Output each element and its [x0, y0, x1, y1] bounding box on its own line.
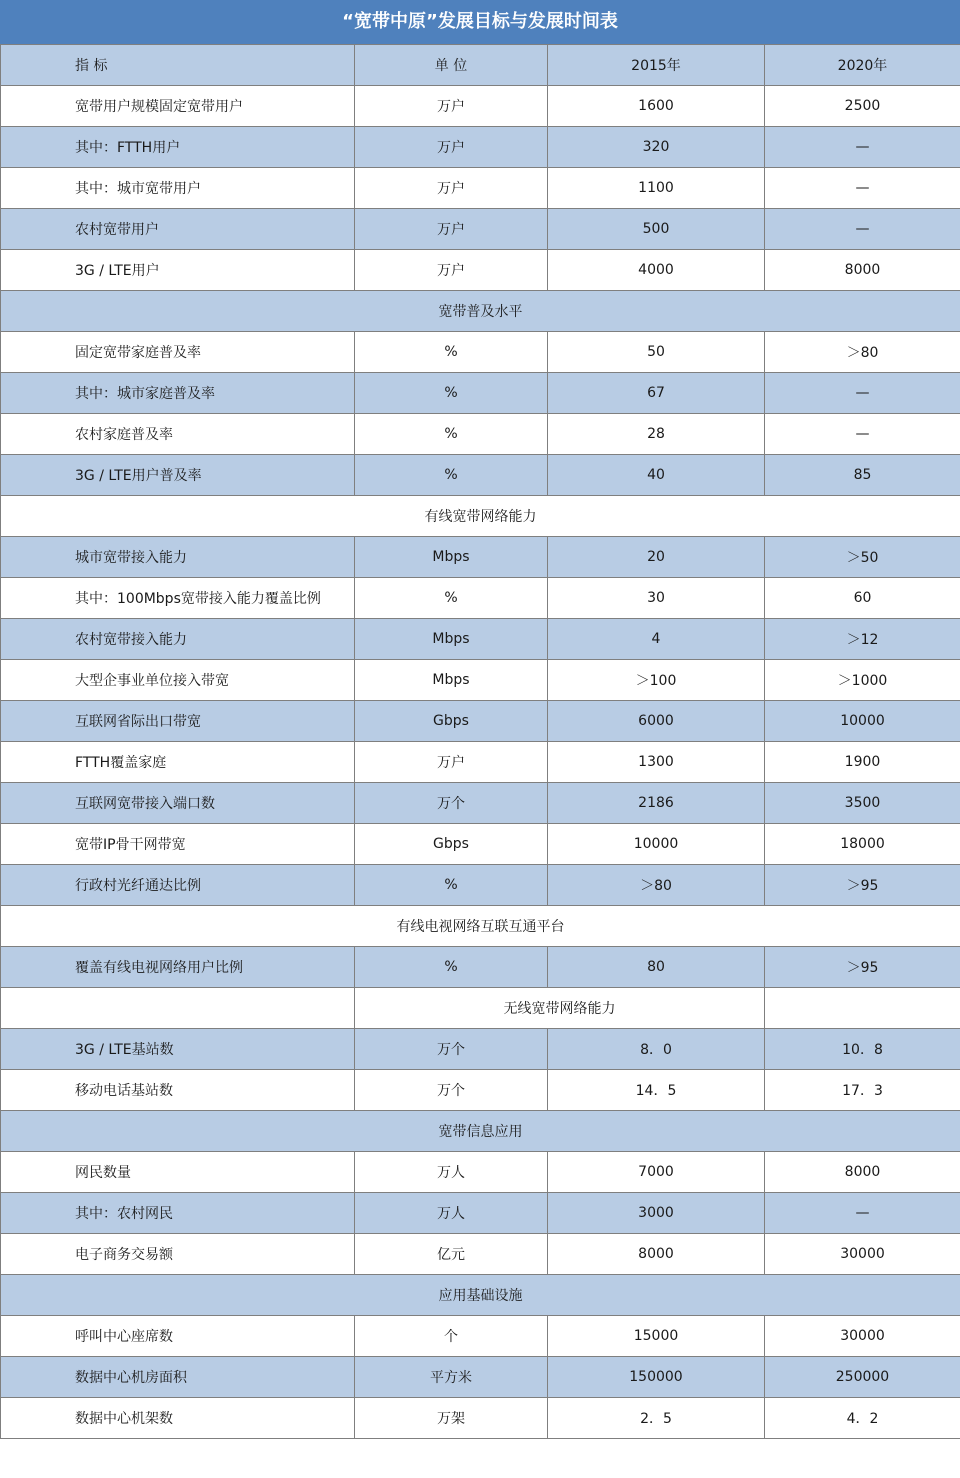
value-2015-cell: 6000	[548, 701, 765, 742]
section-heading: 有线宽带网络能力	[1, 496, 960, 537]
indicator-cell: 电子商务交易额	[1, 1234, 355, 1275]
unit-cell: 万个	[355, 783, 548, 824]
header-2015: 2015年	[548, 45, 765, 86]
value-2015-cell: 7000	[548, 1152, 765, 1193]
unit-cell: 万户	[355, 127, 548, 168]
header-2020: 2020年	[765, 45, 960, 86]
value-2015-cell: 28	[548, 414, 765, 455]
value-2015-cell: 1100	[548, 168, 765, 209]
unit-cell: Mbps	[355, 619, 548, 660]
value-2020-cell: 17．3	[765, 1070, 960, 1111]
unit-cell: 万个	[355, 1070, 548, 1111]
indicator-cell: 大型企事业单位接入带宽	[1, 660, 355, 701]
value-2015-cell: 500	[548, 209, 765, 250]
unit-cell: %	[355, 578, 548, 619]
value-2015-cell: 150000	[548, 1357, 765, 1398]
unit-cell: %	[355, 332, 548, 373]
indicator-cell: 行政村光纤通达比例	[1, 865, 355, 906]
table-row	[1, 455, 960, 496]
value-2015-cell: 8．0	[548, 1029, 765, 1070]
value-2020-cell: ＞12	[765, 619, 960, 660]
unit-cell: 万人	[355, 1152, 548, 1193]
unit-cell: 万个	[355, 1029, 548, 1070]
value-2015-cell: 20	[548, 537, 765, 578]
section-heading: 应用基础设施	[1, 1275, 960, 1316]
table-row	[1, 824, 960, 865]
unit-cell: %	[355, 373, 548, 414]
indicator-cell: 数据中心机架数	[1, 1398, 355, 1439]
value-2020-cell: 2500	[765, 86, 960, 127]
indicator-cell: 互联网省际出口带宽	[1, 701, 355, 742]
value-2020-cell: —	[765, 414, 960, 455]
targets-table	[0, 44, 960, 1439]
table-row	[1, 537, 960, 578]
unit-cell: Gbps	[355, 824, 548, 865]
value-2015-cell: ＞100	[548, 660, 765, 701]
unit-cell: 万人	[355, 1193, 548, 1234]
value-2020-cell: ＞95	[765, 947, 960, 988]
section-heading-row	[1, 1275, 960, 1316]
indicator-cell: 移动电话基站数	[1, 1070, 355, 1111]
unit-cell: %	[355, 947, 548, 988]
indicator-cell: 其中：城市宽带用户	[1, 168, 355, 209]
table-row	[1, 619, 960, 660]
header-unit: 单 位	[355, 45, 548, 86]
value-2020-cell: —	[765, 168, 960, 209]
value-2020-cell: 10．8	[765, 1029, 960, 1070]
section-heading-row	[1, 1111, 960, 1152]
section-heading: 宽带信息应用	[1, 1111, 960, 1152]
unit-cell: %	[355, 455, 548, 496]
unit-cell: Mbps	[355, 537, 548, 578]
indicator-cell: 3G / LTE用户	[1, 250, 355, 291]
table-row	[1, 701, 960, 742]
table-row	[1, 1234, 960, 1275]
value-2020-cell: 8000	[765, 250, 960, 291]
value-2020-cell: —	[765, 127, 960, 168]
table-row	[1, 1398, 960, 1439]
table-row	[1, 1193, 960, 1234]
indicator-cell: 3G / LTE基站数	[1, 1029, 355, 1070]
table-row	[1, 332, 960, 373]
indicator-cell: 其中：100Mbps宽带接入能力覆盖比例	[1, 578, 355, 619]
table-row	[1, 1029, 960, 1070]
table-row	[1, 1316, 960, 1357]
indicator-cell: 互联网宽带接入端口数	[1, 783, 355, 824]
table-row	[1, 373, 960, 414]
table-row	[1, 578, 960, 619]
value-2015-cell: 10000	[548, 824, 765, 865]
section-heading-row	[1, 988, 960, 1029]
table-row	[1, 250, 960, 291]
unit-cell: Mbps	[355, 660, 548, 701]
unit-cell: 平方米	[355, 1357, 548, 1398]
value-2015-cell: 15000	[548, 1316, 765, 1357]
value-2020-cell: ＞50	[765, 537, 960, 578]
value-2020-cell: 30000	[765, 1234, 960, 1275]
value-2020-cell: ＞1000	[765, 660, 960, 701]
indicator-cell: 数据中心机房面积	[1, 1357, 355, 1398]
table-row	[1, 947, 960, 988]
value-2020-cell: 3500	[765, 783, 960, 824]
unit-cell: %	[355, 865, 548, 906]
table-row	[1, 86, 960, 127]
value-2015-cell: 1300	[548, 742, 765, 783]
value-2015-cell: 14．5	[548, 1070, 765, 1111]
value-2015-cell: 3000	[548, 1193, 765, 1234]
value-2020-cell: 10000	[765, 701, 960, 742]
section-heading: 无线宽带网络能力	[355, 988, 765, 1029]
indicator-cell: 固定宽带家庭普及率	[1, 332, 355, 373]
table-row	[1, 865, 960, 906]
value-2015-cell: 4	[548, 619, 765, 660]
unit-cell: 万架	[355, 1398, 548, 1439]
value-2020-cell: —	[765, 373, 960, 414]
indicator-cell: 网民数量	[1, 1152, 355, 1193]
value-2015-cell: 40	[548, 455, 765, 496]
unit-cell: 万户	[355, 86, 548, 127]
indicator-cell: 其中：FTTH用户	[1, 127, 355, 168]
header-indicator: 指 标	[1, 45, 355, 86]
table-row	[1, 660, 960, 701]
unit-cell: 个	[355, 1316, 548, 1357]
unit-cell: 万户	[355, 742, 548, 783]
indicator-cell: 宽带IP骨干网带宽	[1, 824, 355, 865]
table-row	[1, 168, 960, 209]
empty-cell	[765, 988, 960, 1029]
indicator-cell: 其中：城市家庭普及率	[1, 373, 355, 414]
value-2015-cell: 80	[548, 947, 765, 988]
unit-cell: 万户	[355, 209, 548, 250]
table-row	[1, 783, 960, 824]
section-heading: 有线电视网络互联互通平台	[1, 906, 960, 947]
indicator-cell: 覆盖有线电视网络用户比例	[1, 947, 355, 988]
table-row	[1, 1357, 960, 1398]
value-2015-cell: 320	[548, 127, 765, 168]
unit-cell: 万户	[355, 250, 548, 291]
indicator-cell: 呼叫中心座席数	[1, 1316, 355, 1357]
value-2020-cell: 85	[765, 455, 960, 496]
value-2020-cell: 30000	[765, 1316, 960, 1357]
value-2020-cell: ＞95	[765, 865, 960, 906]
value-2015-cell: 8000	[548, 1234, 765, 1275]
table-body	[1, 45, 960, 1439]
indicator-cell: 其中：农村网民	[1, 1193, 355, 1234]
value-2020-cell: 250000	[765, 1357, 960, 1398]
value-2020-cell: 18000	[765, 824, 960, 865]
unit-cell: 亿元	[355, 1234, 548, 1275]
value-2020-cell: —	[765, 209, 960, 250]
value-2020-cell: 4．2	[765, 1398, 960, 1439]
header-row	[1, 45, 960, 86]
section-heading-row	[1, 496, 960, 537]
value-2020-cell: 8000	[765, 1152, 960, 1193]
value-2015-cell: ＞80	[548, 865, 765, 906]
value-2015-cell: 4000	[548, 250, 765, 291]
section-heading-row	[1, 906, 960, 947]
value-2020-cell: 1900	[765, 742, 960, 783]
value-2020-cell: —	[765, 1193, 960, 1234]
value-2015-cell: 2186	[548, 783, 765, 824]
value-2015-cell: 30	[548, 578, 765, 619]
table-title: “宽带中原”发展目标与发展时间表	[0, 0, 960, 44]
value-2015-cell: 67	[548, 373, 765, 414]
indicator-cell: 城市宽带接入能力	[1, 537, 355, 578]
unit-cell: 万户	[355, 168, 548, 209]
table-row	[1, 1152, 960, 1193]
indicator-cell: 农村宽带接入能力	[1, 619, 355, 660]
indicator-cell: FTTH覆盖家庭	[1, 742, 355, 783]
unit-cell: %	[355, 414, 548, 455]
value-2020-cell: ＞80	[765, 332, 960, 373]
section-heading: 宽带普及水平	[1, 291, 960, 332]
indicator-cell: 农村家庭普及率	[1, 414, 355, 455]
empty-cell	[1, 988, 355, 1029]
indicator-cell: 农村宽带用户	[1, 209, 355, 250]
value-2015-cell: 2．5	[548, 1398, 765, 1439]
table-row	[1, 414, 960, 455]
table-row	[1, 209, 960, 250]
value-2015-cell: 50	[548, 332, 765, 373]
value-2020-cell: 60	[765, 578, 960, 619]
value-2015-cell: 1600	[548, 86, 765, 127]
table-row	[1, 1070, 960, 1111]
indicator-cell: 3G / LTE用户普及率	[1, 455, 355, 496]
table-row	[1, 742, 960, 783]
unit-cell: Gbps	[355, 701, 548, 742]
section-heading-row	[1, 291, 960, 332]
table-row	[1, 127, 960, 168]
indicator-cell: 宽带用户规模固定宽带用户	[1, 86, 355, 127]
